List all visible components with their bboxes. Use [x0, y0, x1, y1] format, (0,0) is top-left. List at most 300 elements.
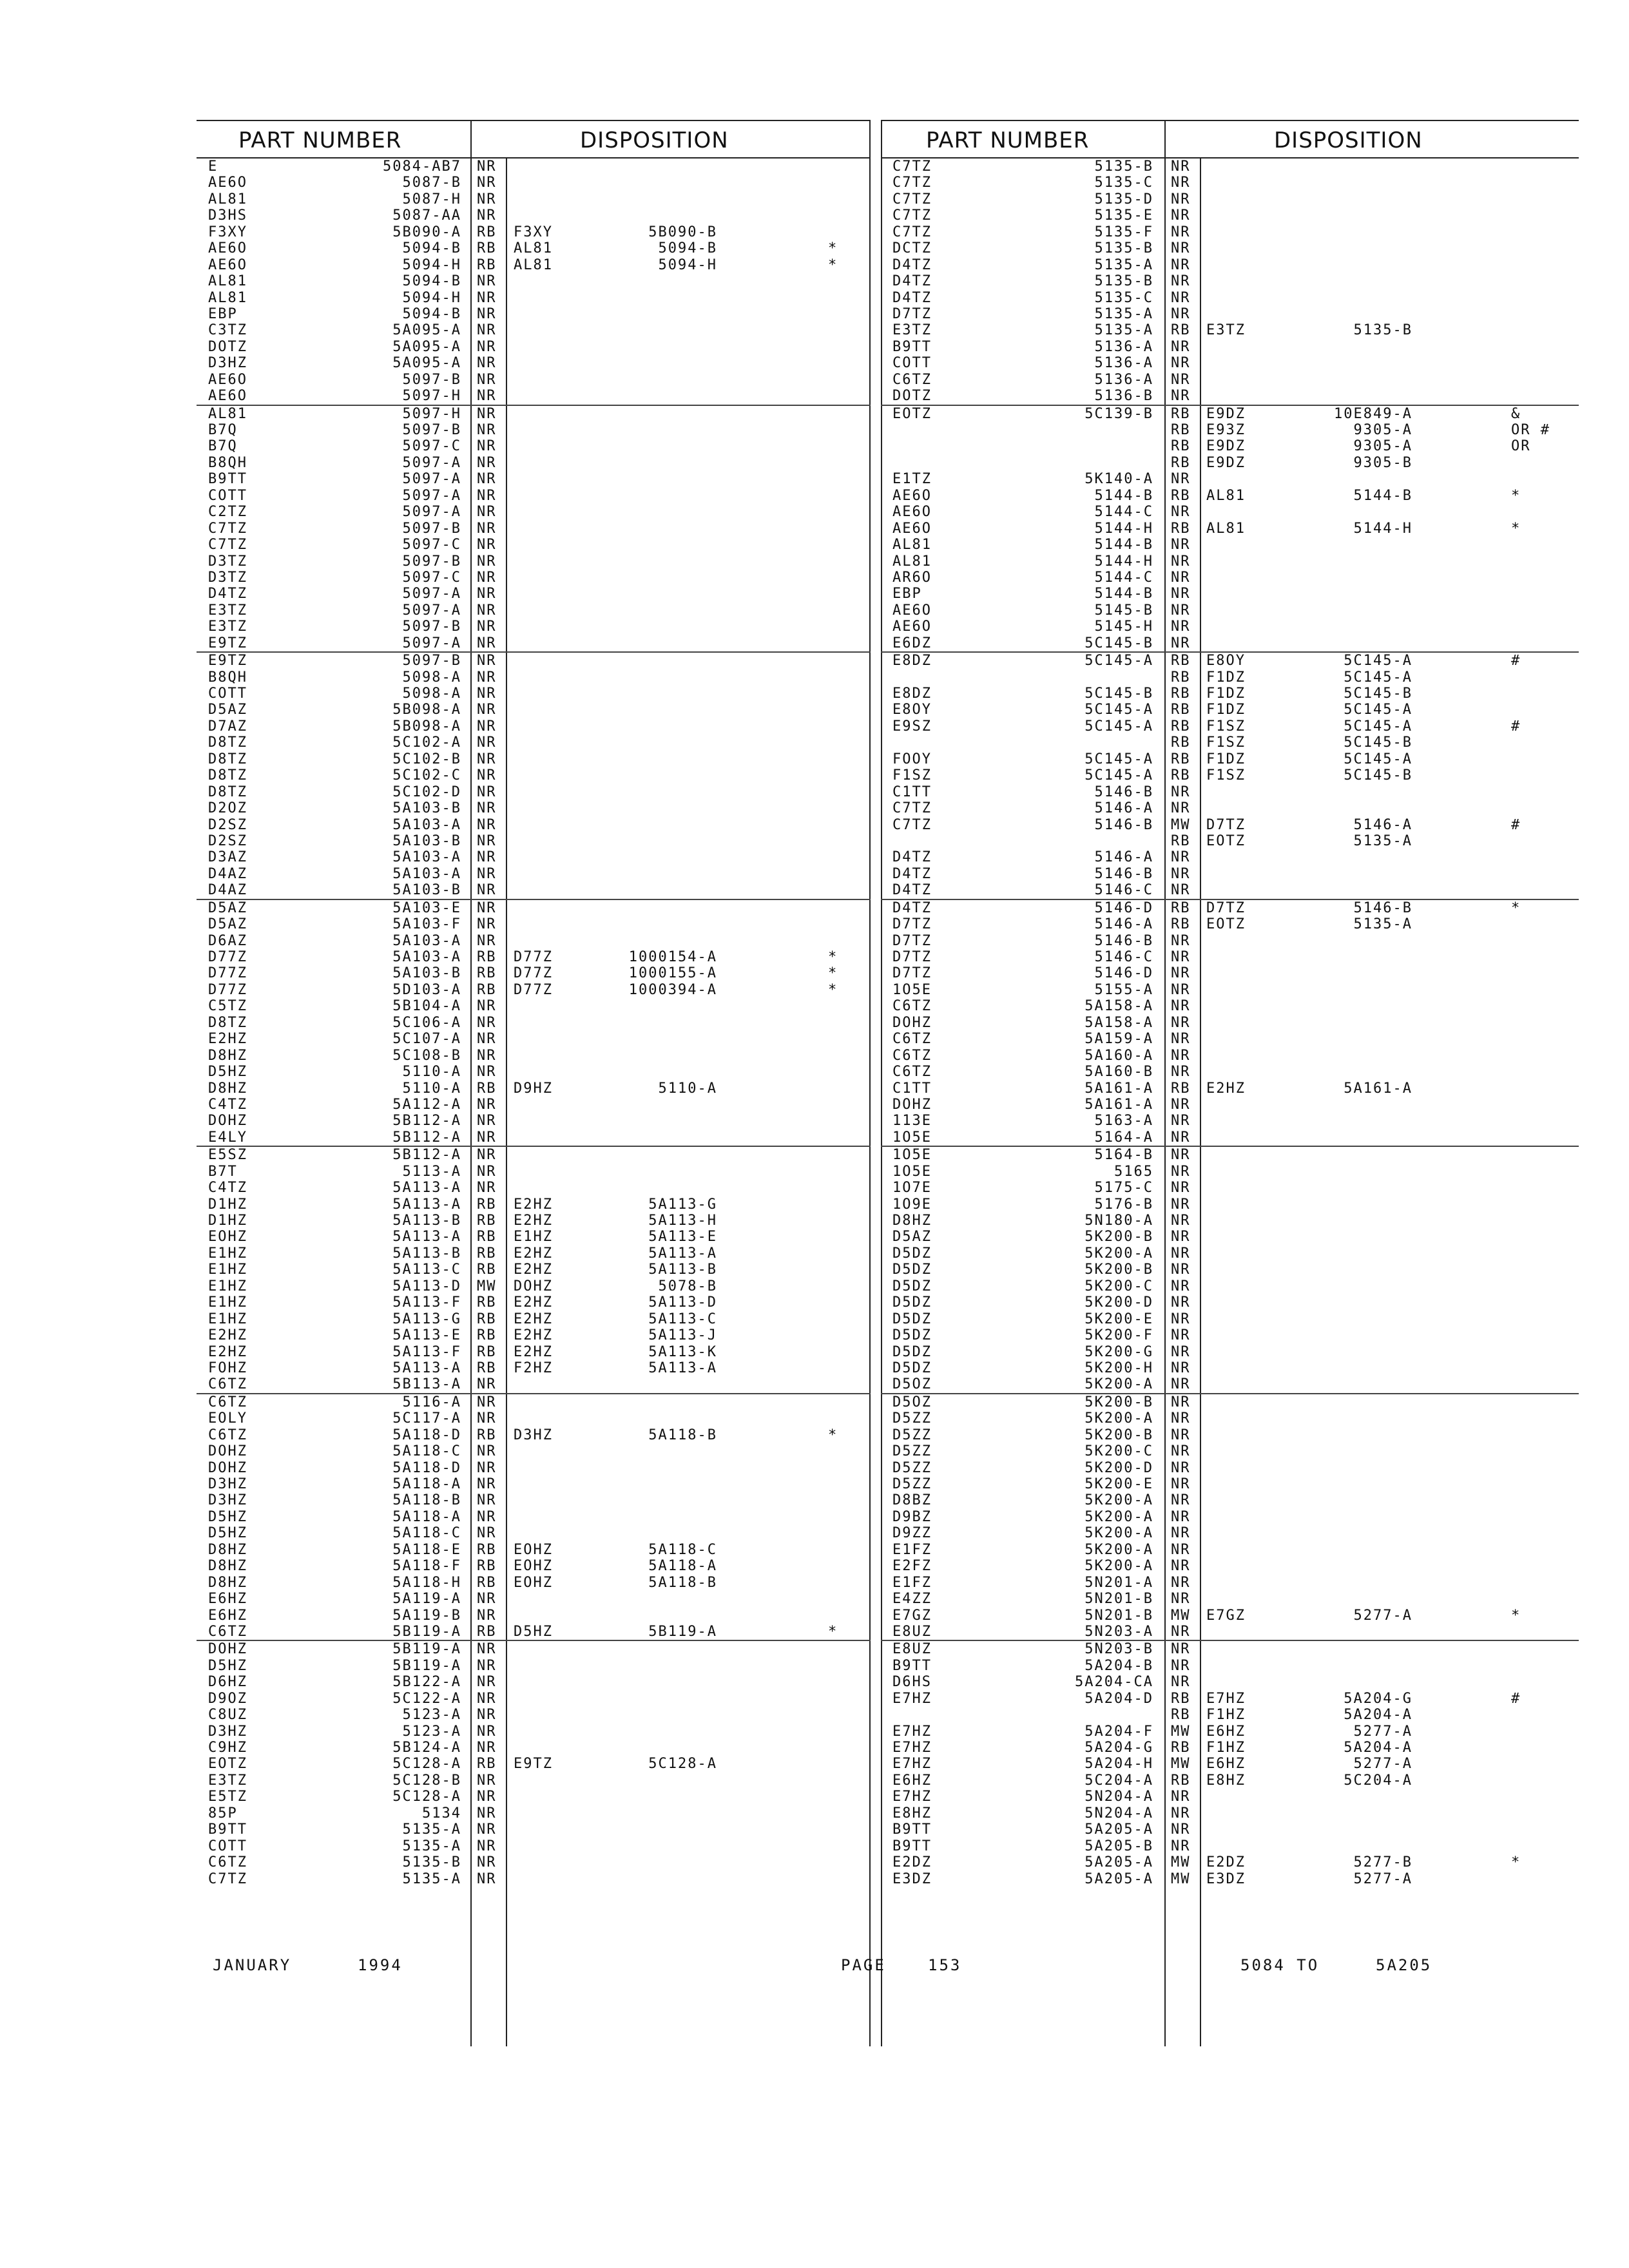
table-row	[197, 751, 871, 767]
cell-part: 5A113-D	[392, 1278, 461, 1294]
cell-part: 5C128-B	[392, 1772, 461, 1789]
table-row	[197, 833, 871, 849]
table-row	[881, 1707, 1579, 1723]
cell-part: 5135-F	[1094, 224, 1153, 240]
table-row	[197, 1129, 871, 1146]
cell-code: NR	[477, 686, 497, 702]
cell-prefix: D5ZZ	[892, 1459, 932, 1476]
cell-part: 5C122-A	[392, 1690, 461, 1707]
table-row	[197, 290, 871, 306]
cell-prefix: D5OZ	[892, 1376, 932, 1393]
cell-prefix: D8HZ	[208, 1047, 247, 1064]
table-row	[881, 1756, 1579, 1772]
cell-code: NR	[1171, 191, 1191, 207]
table-row	[197, 339, 871, 355]
cell-part: 5A113-A	[392, 1196, 461, 1213]
cell-alt-part: 5C145-B	[1344, 767, 1412, 784]
cell-note: #	[1511, 718, 1521, 735]
cell-part: 5144-H	[1094, 553, 1153, 570]
cell-part: 5A113-E	[392, 1327, 461, 1344]
cell-part: 5A158-A	[1084, 1014, 1153, 1031]
cell-prefix: D8TZ	[208, 735, 247, 751]
cell-code: NR	[1171, 1163, 1191, 1180]
table-row	[197, 982, 871, 998]
cell-prefix: C1TT	[892, 783, 932, 800]
cell-prefix: EOHZ	[208, 1229, 247, 1245]
cell-alt-part: 5A204-A	[1344, 1707, 1412, 1724]
cell-prefix: D5DZ	[892, 1327, 932, 1344]
table-row	[197, 306, 871, 322]
cell-prefix: DCTZ	[892, 240, 932, 257]
table-row	[197, 916, 871, 932]
cell-code: NR	[477, 520, 497, 537]
table-row	[881, 405, 1579, 422]
cell-prefix: C6TZ	[208, 1623, 247, 1640]
cell-code: RB	[477, 1756, 497, 1773]
cell-part: 5097-B	[402, 619, 461, 635]
table-row	[881, 488, 1579, 504]
table-row	[881, 817, 1579, 833]
table-row	[197, 388, 871, 404]
cell-note: #	[1511, 1690, 1521, 1707]
cell-part: 5A113-F	[392, 1343, 461, 1360]
cell-prefix: D77Z	[208, 981, 247, 998]
cell-part: 5144-B	[1094, 586, 1153, 602]
cell-prefix: D7AZ	[208, 718, 247, 735]
table-row	[881, 1871, 1579, 1887]
table-row	[881, 784, 1579, 800]
cell-prefix: AL81	[892, 537, 932, 553]
cell-code: NR	[477, 800, 497, 817]
cell-part: 5K200-C	[1084, 1443, 1153, 1460]
cell-code: NR	[1171, 388, 1191, 405]
cell-prefix: AE6O	[892, 487, 932, 504]
cell-code: NR	[1171, 1623, 1191, 1640]
cell-part: 5A161-A	[1084, 1096, 1153, 1113]
table-row	[881, 1509, 1579, 1525]
cell-prefix: D6HZ	[208, 1674, 247, 1691]
cell-alt-prefix: F1DZ	[1206, 751, 1246, 767]
cell-code: NR	[477, 537, 497, 553]
cell-code: NR	[477, 1525, 497, 1542]
cell-prefix: D8TZ	[208, 751, 247, 767]
cell-prefix: EBP	[208, 305, 238, 322]
cell-prefix: DOHZ	[208, 1443, 247, 1460]
cell-prefix: E7HZ	[892, 1740, 932, 1756]
table-row	[881, 322, 1579, 338]
table-row	[197, 866, 871, 882]
cell-prefix: E1FZ	[892, 1541, 932, 1558]
cell-part: 5123-A	[402, 1707, 461, 1724]
table-row	[197, 1509, 871, 1525]
table-row	[197, 1294, 871, 1311]
cell-part: 5B090-A	[392, 224, 461, 240]
cell-part: 5B119-A	[392, 1623, 461, 1640]
cell-code: NR	[1171, 619, 1191, 635]
cell-part: 5A204-F	[1084, 1723, 1153, 1740]
cell-part: 5135-E	[1094, 207, 1153, 224]
table-row	[197, 586, 871, 602]
cell-code: NR	[1171, 882, 1191, 899]
cell-part: 5A118-D	[392, 1427, 461, 1443]
table-row	[197, 1097, 871, 1113]
cell-prefix: E8UZ	[892, 1623, 932, 1640]
cell-note: *	[1511, 899, 1521, 916]
cell-code: NR	[477, 1492, 497, 1509]
cell-code: RB	[477, 224, 497, 240]
table-row	[881, 933, 1579, 949]
cell-code: NR	[1171, 1805, 1191, 1821]
table-row	[197, 965, 871, 981]
cell-code: NR	[1171, 1213, 1191, 1229]
cell-part: 5C145-B	[1084, 635, 1153, 651]
cell-prefix: B7T	[208, 1163, 238, 1180]
cell-prefix: D3TZ	[208, 553, 247, 570]
cell-alt-part: 1000394-A	[628, 981, 717, 998]
table-row	[881, 1740, 1579, 1756]
cell-alt-prefix: AL81	[514, 240, 553, 257]
cell-code: RB	[1171, 1690, 1191, 1707]
cell-alt-part: 5C128-A	[648, 1756, 717, 1773]
cell-alt-part: 5A113-A	[648, 1360, 717, 1376]
table-row	[881, 355, 1579, 371]
cell-prefix: E1HZ	[208, 1245, 247, 1262]
cell-code: NR	[477, 1657, 497, 1674]
cell-code: RB	[1171, 1740, 1191, 1756]
cell-prefix: D5DZ	[892, 1311, 932, 1327]
cell-part: 5A118-C	[392, 1443, 461, 1460]
cell-alt-prefix: EOTZ	[1206, 832, 1246, 849]
cell-alt-prefix: E9TZ	[514, 1756, 553, 1773]
cell-part: 5N204-A	[1084, 1789, 1153, 1805]
cell-part: 5164-B	[1094, 1147, 1153, 1164]
cell-part: 5A118-H	[392, 1574, 461, 1591]
cell-part: 5K200-A	[1084, 1245, 1153, 1262]
cell-code: NR	[1171, 1327, 1191, 1344]
cell-code: RB	[1171, 735, 1191, 751]
table-row	[881, 833, 1579, 849]
cell-prefix: AL81	[208, 273, 247, 290]
table-row	[197, 702, 871, 718]
cell-code: RB	[477, 1311, 497, 1327]
cell-prefix: E3TZ	[892, 322, 932, 339]
table-row	[197, 1196, 871, 1213]
cell-alt-part: 5078-B	[658, 1278, 717, 1294]
cell-code: RB	[1171, 405, 1191, 422]
table-row	[197, 1724, 871, 1740]
cell-note: &	[1511, 405, 1521, 422]
table-row	[197, 405, 871, 422]
table-row	[881, 1213, 1579, 1229]
cell-part: 5135-B	[1094, 273, 1153, 290]
cell-part: 5B112-A	[392, 1113, 461, 1129]
cell-prefix: D8TZ	[208, 783, 247, 800]
cell-part: 5K140-A	[1084, 471, 1153, 488]
cell-code: NR	[1171, 1014, 1191, 1031]
cell-alt-part: 9305-A	[1353, 438, 1412, 455]
cell-prefix: 85P	[208, 1805, 238, 1821]
table-row	[197, 1805, 871, 1821]
table-row	[881, 602, 1579, 619]
cell-code: NR	[1171, 865, 1191, 882]
cell-part: 5135-B	[1094, 240, 1153, 257]
cell-part: 5A112-A	[392, 1096, 461, 1113]
cell-prefix: E8DZ	[892, 686, 932, 702]
cell-code: NR	[477, 1740, 497, 1756]
cell-prefix: D4TZ	[892, 273, 932, 290]
table-row	[197, 537, 871, 553]
cell-code: NR	[477, 653, 497, 669]
table-row	[881, 290, 1579, 306]
table-row	[197, 1492, 871, 1508]
table-row	[197, 207, 871, 224]
cell-alt-prefix: E2HZ	[514, 1196, 553, 1213]
table-row	[197, 240, 871, 256]
table-row	[197, 635, 871, 651]
table-row	[881, 586, 1579, 602]
cell-part: 5145-B	[1094, 602, 1153, 619]
cell-code: RB	[1171, 422, 1191, 438]
cell-part: 5A103-F	[392, 916, 461, 933]
cell-alt-part: 5A113-G	[648, 1196, 717, 1213]
cell-code: NR	[477, 1443, 497, 1460]
cell-prefix: AR6O	[892, 569, 932, 586]
cell-alt-part: 5094-H	[658, 256, 717, 273]
cell-code: NR	[477, 1838, 497, 1854]
cell-prefix: E1HZ	[208, 1262, 247, 1278]
table-row	[881, 751, 1579, 767]
cell-part: 5A113-A	[392, 1180, 461, 1196]
table-row	[881, 1180, 1579, 1196]
cell-code: NR	[477, 849, 497, 866]
cell-part: 5C145-A	[1084, 751, 1153, 767]
cell-part: 5097-B	[402, 371, 461, 388]
cell-prefix: C7TZ	[208, 520, 247, 537]
table-row	[197, 619, 871, 635]
cell-code: NR	[477, 735, 497, 751]
cell-code: RB	[477, 1343, 497, 1360]
table-row	[197, 1081, 871, 1097]
cell-alt-prefix: E9DZ	[1206, 438, 1246, 455]
table-row	[197, 1608, 871, 1624]
cell-code: NR	[477, 1147, 497, 1164]
cell-prefix: D3TZ	[208, 569, 247, 586]
cell-code: NR	[1171, 635, 1191, 651]
table-row	[881, 1821, 1579, 1838]
cell-alt-part: 5135-A	[1353, 832, 1412, 849]
cell-code: RB	[477, 1327, 497, 1344]
cell-prefix: D5DZ	[892, 1343, 932, 1360]
cell-code: RB	[477, 1558, 497, 1575]
table-row	[197, 1245, 871, 1262]
cell-part: 5146-B	[1094, 783, 1153, 800]
cell-part: 5B119-A	[392, 1657, 461, 1674]
table-row	[197, 1427, 871, 1443]
cell-prefix: D2SZ	[208, 816, 247, 833]
cell-code: RB	[1171, 832, 1191, 849]
table-row	[881, 257, 1579, 273]
cell-part: 5A118-C	[392, 1525, 461, 1542]
footer-month: JANUARY	[213, 1956, 292, 1974]
cell-prefix: E1TZ	[892, 471, 932, 488]
cell-code: RB	[1171, 438, 1191, 455]
cell-code: NR	[477, 289, 497, 306]
cell-alt-prefix: E2DZ	[1206, 1854, 1246, 1871]
cell-alt-part: 5C145-B	[1344, 686, 1412, 702]
table-row	[197, 602, 871, 619]
cell-part: 5A159-A	[1084, 1031, 1153, 1048]
cell-prefix: D8HZ	[208, 1080, 247, 1097]
table-row	[881, 1624, 1579, 1640]
cell-code: NR	[1171, 1064, 1191, 1081]
cell-prefix: C8UZ	[208, 1707, 247, 1724]
cell-prefix: C7TZ	[892, 191, 932, 207]
cell-alt-part: 5A113-D	[648, 1294, 717, 1311]
cell-part: 5094-H	[402, 289, 461, 306]
cell-prefix: C7TZ	[892, 175, 932, 191]
cell-part: 5135-A	[1094, 256, 1153, 273]
cell-alt-prefix: F2HZ	[514, 1360, 553, 1376]
table-row	[197, 1031, 871, 1047]
cell-code: NR	[477, 669, 497, 686]
cell-part: 5097-B	[402, 520, 461, 537]
cell-alt-prefix: F1SZ	[1206, 767, 1246, 784]
cell-code: NR	[477, 338, 497, 355]
cell-prefix: C7TZ	[208, 1870, 247, 1887]
cell-code: NR	[477, 1707, 497, 1724]
cell-prefix: E4ZZ	[892, 1591, 932, 1608]
cell-note: #	[1511, 816, 1521, 833]
cell-alt-part: 5277-A	[1353, 1756, 1412, 1773]
cell-code: NR	[477, 471, 497, 488]
cell-part: 5C145-A	[1084, 653, 1153, 669]
cell-prefix: C6TZ	[208, 1427, 247, 1443]
cell-code: RB	[1171, 899, 1191, 916]
cell-alt-part: 5A113-K	[648, 1343, 717, 1360]
table-row	[197, 521, 871, 537]
table-row	[881, 849, 1579, 865]
cell-part: 5A095-A	[392, 338, 461, 355]
cell-part: 5C107-A	[392, 1031, 461, 1048]
table-row	[197, 1048, 871, 1064]
cell-alt-part: 10E849-A	[1334, 405, 1412, 422]
cell-prefix: E3TZ	[208, 619, 247, 635]
cell-part: 5097-B	[402, 422, 461, 438]
cell-alt-part: 9305-A	[1353, 422, 1412, 438]
cell-part: 5A204-B	[1084, 1657, 1153, 1674]
cell-code: NR	[1171, 586, 1191, 602]
cell-prefix: D4TZ	[892, 865, 932, 882]
table-row	[197, 1146, 871, 1163]
table-row	[197, 191, 871, 207]
table-row	[881, 1724, 1579, 1740]
cell-note: *	[1511, 487, 1521, 504]
cell-part: 5087-H	[402, 191, 461, 207]
table-row	[197, 553, 871, 570]
cell-code: RB	[477, 1262, 497, 1278]
table-row	[197, 686, 871, 702]
cell-code: MW	[1171, 1756, 1191, 1773]
cell-alt-prefix: E2HZ	[514, 1311, 553, 1327]
cell-alt-part: 5135-A	[1353, 916, 1412, 933]
table-row	[881, 1476, 1579, 1492]
table-row	[197, 1591, 871, 1607]
cell-alt-part: 5B090-B	[648, 224, 717, 240]
cell-code: NR	[1171, 175, 1191, 191]
cell-alt-part: 5135-B	[1353, 322, 1412, 339]
cell-code: NR	[477, 1674, 497, 1691]
cell-part: 5134	[422, 1805, 461, 1821]
table-row	[197, 800, 871, 816]
cell-part: 5146-C	[1094, 882, 1153, 899]
table-row	[197, 1376, 871, 1392]
cell-part: 5A095-A	[392, 355, 461, 372]
table-row	[881, 422, 1579, 438]
cell-prefix: C2TZ	[208, 504, 247, 521]
cell-prefix: D5AZ	[892, 1229, 932, 1245]
cell-note: *	[1511, 1854, 1521, 1871]
cell-part: 5A103-E	[392, 899, 461, 916]
cell-prefix: D5DZ	[892, 1262, 932, 1278]
cell-alt-part: 5A113-A	[648, 1245, 717, 1262]
cell-code: MW	[1171, 816, 1191, 833]
table-row	[197, 669, 871, 686]
cell-part: 5C128-A	[392, 1756, 461, 1773]
cell-prefix: AE6O	[208, 175, 247, 191]
cell-prefix: AE6O	[892, 619, 932, 635]
cell-prefix: D1HZ	[208, 1213, 247, 1229]
cell-code: NR	[1171, 1343, 1191, 1360]
table-row	[197, 422, 871, 438]
cell-part: 5K200-A	[1084, 1508, 1153, 1525]
cell-code: RB	[477, 1213, 497, 1229]
cell-part: 5C106-A	[392, 1014, 461, 1031]
cell-alt-prefix: E2HZ	[514, 1213, 553, 1229]
cell-part: 5C139-B	[1084, 405, 1153, 422]
table-row	[881, 686, 1579, 702]
cell-alt-prefix: EOHZ	[514, 1558, 553, 1575]
table-row	[197, 1773, 871, 1789]
left-disposition-header: DISPOSITION	[580, 128, 729, 153]
cell-part: 5094-B	[402, 273, 461, 290]
cell-alt-prefix: DOHZ	[514, 1278, 553, 1294]
cell-part: 5A103-B	[392, 800, 461, 817]
table-row	[881, 553, 1579, 570]
cell-prefix: COTT	[208, 1838, 247, 1854]
cell-code: MW	[477, 1278, 497, 1294]
cell-part: 5C102-D	[392, 783, 461, 800]
cell-part: 5A204-CA	[1075, 1674, 1153, 1691]
cell-part: 5155-A	[1094, 981, 1153, 998]
table-row	[197, 471, 871, 487]
cell-code: RB	[477, 256, 497, 273]
cell-prefix: C1TT	[892, 1080, 932, 1097]
cell-prefix: D5DZ	[892, 1360, 932, 1376]
cell-prefix: C6TZ	[892, 998, 932, 1015]
table-row	[881, 949, 1579, 965]
cell-note: OR	[1511, 438, 1531, 455]
cell-part: 5A158-A	[1084, 998, 1153, 1015]
cell-code: NR	[477, 191, 497, 207]
cell-code: RB	[1171, 686, 1191, 702]
cell-part: 5097-A	[402, 471, 461, 488]
table-row	[197, 1821, 871, 1838]
cell-alt-prefix: E6HZ	[1206, 1756, 1246, 1773]
cell-prefix: D8HZ	[208, 1558, 247, 1575]
footer-page-number: 153	[928, 1956, 962, 1974]
cell-alt-prefix: E2HZ	[514, 1294, 553, 1311]
right-header	[881, 120, 1579, 159]
